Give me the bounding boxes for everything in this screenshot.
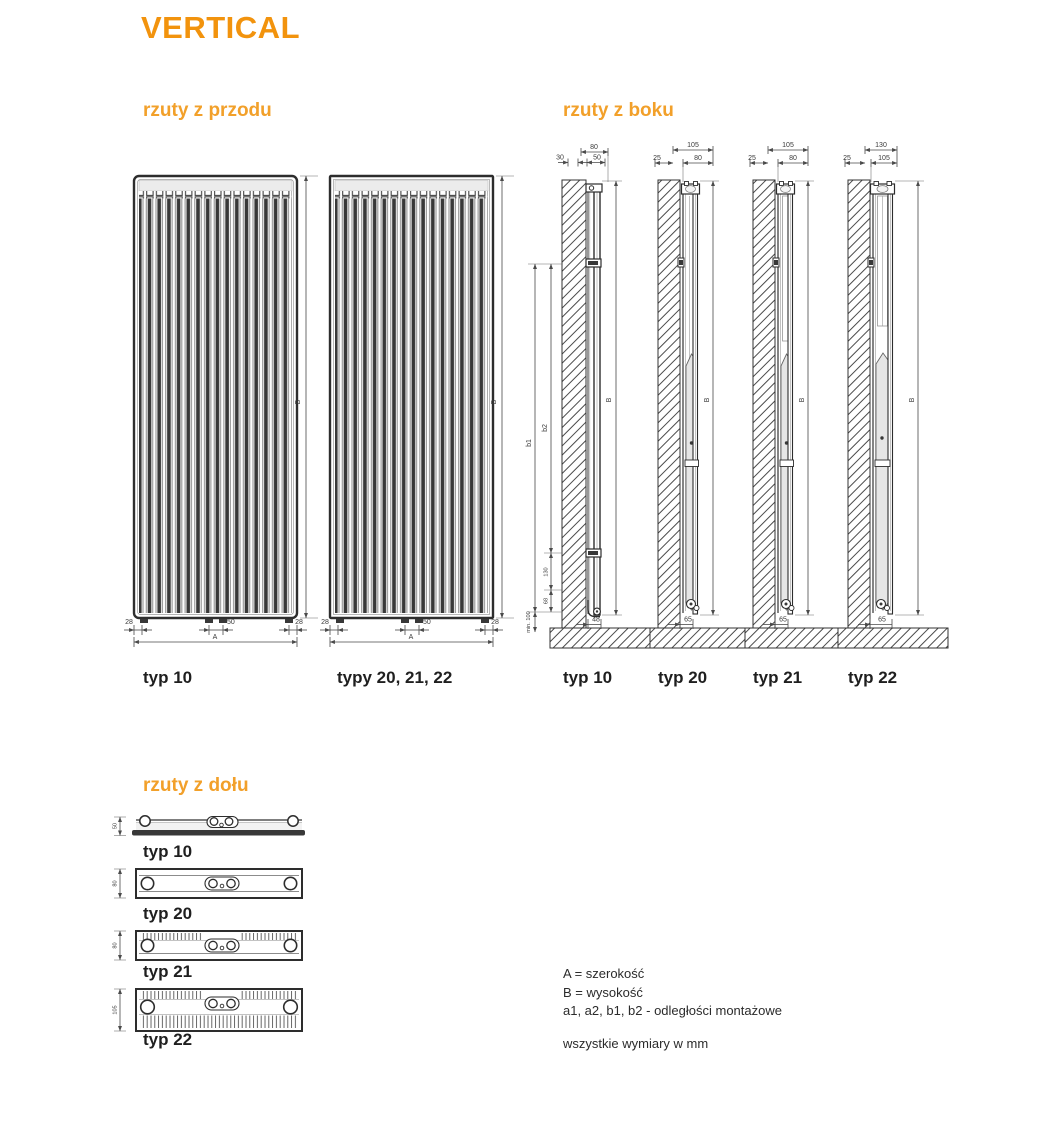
dimension-height-B xyxy=(895,181,924,615)
bottom-view-typ21-drawing xyxy=(112,922,312,970)
radiator-side-panel xyxy=(678,182,700,615)
tie-brace xyxy=(780,460,794,467)
dim-height-label: B xyxy=(799,397,806,403)
connection-port xyxy=(284,939,296,951)
dimension-wall-offset xyxy=(556,155,588,167)
radiator-side-panel xyxy=(586,184,602,617)
foot xyxy=(205,619,213,623)
connection-port xyxy=(141,939,153,951)
bottom-view-typ20-label: typ 20 xyxy=(143,904,193,923)
floor-section xyxy=(838,628,948,648)
dim-panel-depth-label: 80 xyxy=(694,155,702,162)
dim-center-label: 50 xyxy=(423,619,431,626)
connection-port xyxy=(141,1000,155,1014)
dim-panel-depth-label: 80 xyxy=(789,155,797,162)
front-view-typ20-21-22-drawing xyxy=(312,172,522,677)
radiator-front-panel xyxy=(330,176,493,623)
dimension-depth-total xyxy=(768,142,808,166)
dim-b1-label: b1 xyxy=(526,439,533,447)
bottom-view-typ22-label: typ 22 xyxy=(143,1030,193,1049)
dim-pipe-center-label: 65 xyxy=(684,616,692,624)
dim-height-label: B xyxy=(909,397,916,403)
foot xyxy=(285,619,293,623)
front-views-heading: rzuty z przodu xyxy=(143,100,272,121)
connection-port xyxy=(209,879,217,887)
dim-wall-offset-label: 25 xyxy=(653,155,661,162)
foot xyxy=(336,619,344,623)
dim-pipe-center-label: 48 xyxy=(592,616,600,624)
dimension-panel-depth xyxy=(587,155,605,167)
dimension-wall-offset xyxy=(843,155,865,167)
legend-note: wszystkie wymiary w mm xyxy=(563,1036,709,1051)
dim-center-label: 50 xyxy=(227,619,235,626)
connection-port xyxy=(227,941,235,949)
radiator-front-panel xyxy=(134,176,297,623)
dim-depth-label: 80 xyxy=(112,880,119,887)
wall-section xyxy=(658,180,680,648)
connection-port xyxy=(140,816,150,826)
dim-height-label: B xyxy=(704,397,711,403)
bottom-view-typ20-drawing xyxy=(112,860,312,908)
dim-left-label: 28 xyxy=(125,619,133,626)
dimension-height-B xyxy=(491,176,514,618)
connection-port xyxy=(209,999,217,1007)
dim-height-label: B xyxy=(295,399,302,405)
side-view-typ20-drawing xyxy=(648,138,753,698)
bottom-view-typ10-label: typ 10 xyxy=(143,842,193,861)
page-title: VERTICAL xyxy=(141,10,300,45)
connection-port xyxy=(227,999,235,1007)
wall-section xyxy=(753,180,775,648)
dim-wall-offset-label: 30 xyxy=(556,154,564,162)
radiator-bottom-section xyxy=(136,869,302,898)
side-view-typ22-label: typ 22 xyxy=(848,668,898,687)
connection-port xyxy=(288,816,298,826)
legend xyxy=(563,966,782,1022)
dim-68-label: 68 xyxy=(543,597,550,605)
foot xyxy=(219,619,227,623)
dim-depth-label: 80 xyxy=(112,942,119,949)
dimension-width-A xyxy=(134,634,297,647)
legend-mounting: a1, a2, b1, b2 - odległości montażowe xyxy=(563,1003,782,1018)
foot xyxy=(140,619,148,623)
dimension-bottom-row xyxy=(124,619,307,635)
dimension-wall-offset xyxy=(748,155,768,167)
dim-b2-label: b2 xyxy=(542,424,549,432)
foot xyxy=(401,619,409,623)
dim-depth-label: 105 xyxy=(112,1005,119,1015)
convector-fins xyxy=(140,1016,298,1029)
connection-port xyxy=(284,877,296,889)
dimension-depth-total xyxy=(581,144,608,182)
dim-right-label: 28 xyxy=(491,619,499,626)
connection-port xyxy=(284,1000,298,1014)
radiator-bottom-section xyxy=(136,931,302,960)
dimension-depth xyxy=(113,989,127,1031)
side-view-typ22-drawing xyxy=(830,138,960,698)
side-view-typ10-drawing xyxy=(520,138,660,698)
connection-port xyxy=(209,941,217,949)
side-views-heading: rzuty z boku xyxy=(563,100,674,121)
dim-pipe-center-label: 65 xyxy=(878,616,886,624)
bottom-view-typ21-label: typ 21 xyxy=(143,962,193,981)
dimension-panel-depth xyxy=(778,155,808,182)
connection-port xyxy=(141,877,153,889)
foot xyxy=(481,619,489,623)
front-view-typ10-drawing xyxy=(116,172,326,677)
connection-port xyxy=(227,879,235,887)
dim-left-label: 28 xyxy=(321,619,329,626)
dim-right-label: 28 xyxy=(295,619,303,626)
dim-depth-total-label: 80 xyxy=(590,144,598,151)
radiator-bottom-section xyxy=(132,816,305,836)
connection-port xyxy=(210,818,218,826)
dim-height-label: B xyxy=(491,399,498,405)
dim-depth-total-label: 105 xyxy=(687,142,699,149)
side-view-typ10-label: typ 10 xyxy=(563,668,613,687)
dim-height-label: B xyxy=(606,397,613,403)
dim-130-label: 130 xyxy=(543,567,550,577)
dimension-wall-offset xyxy=(653,155,673,167)
dimension-depth xyxy=(113,817,127,836)
mounting-dimensions xyxy=(526,264,562,633)
side-view-typ21-label: typ 21 xyxy=(753,668,803,687)
floor-section xyxy=(650,628,750,648)
dimension-depth xyxy=(113,931,127,960)
bottom-views-heading: rzuty z dołu xyxy=(143,775,249,796)
dim-pipe-center-label: 65 xyxy=(779,616,787,624)
dim-wall-offset-label: 25 xyxy=(748,155,756,162)
dim-panel-depth-label: 50 xyxy=(593,154,601,162)
dimension-height-B xyxy=(795,181,814,615)
legend-height: B = wysokość xyxy=(563,984,643,1000)
floor-section xyxy=(550,628,652,648)
dim-width-label: A xyxy=(408,634,414,641)
dimension-depth xyxy=(113,869,127,898)
dim-width-label: A xyxy=(212,634,218,641)
dim-min100-label: min. 100 xyxy=(526,611,532,633)
connection-port xyxy=(225,818,233,826)
tie-brace xyxy=(875,460,890,467)
tie-brace xyxy=(685,460,699,467)
wall-section xyxy=(562,180,586,648)
legend-width: A = szerokość xyxy=(563,966,645,981)
dim-wall-offset-label: 25 xyxy=(843,155,851,162)
radiator-bottom-section xyxy=(136,989,302,1031)
convector-fins xyxy=(241,991,298,999)
dimension-height-B xyxy=(602,181,622,615)
convector-fins xyxy=(140,991,203,999)
front-view-typ10-label: typ 10 xyxy=(143,668,193,687)
dimension-height-B xyxy=(700,181,719,615)
dim-depth-total-label: 105 xyxy=(782,142,794,149)
bottom-view-typ10-drawing xyxy=(112,808,312,846)
dimension-bottom-row xyxy=(320,619,503,635)
dimension-panel-depth xyxy=(683,155,713,182)
radiator-side-panel xyxy=(773,182,795,615)
dim-depth-total-label: 130 xyxy=(875,142,887,149)
radiator-side-panel xyxy=(868,182,895,615)
front-view-typ20-21-22-label: typy 20, 21, 22 xyxy=(337,668,453,687)
wall-section xyxy=(848,180,870,648)
foot xyxy=(415,619,423,623)
dimension-panel-depth xyxy=(871,155,897,182)
dimension-depth-total xyxy=(673,142,713,166)
dim-panel-depth-label: 105 xyxy=(878,155,890,162)
side-cover xyxy=(876,353,888,610)
dimension-width-A xyxy=(330,634,493,647)
bottom-view-typ22-drawing xyxy=(112,982,312,1040)
dim-depth-label: 50 xyxy=(112,822,119,830)
side-view-typ20-label: typ 20 xyxy=(658,668,708,687)
